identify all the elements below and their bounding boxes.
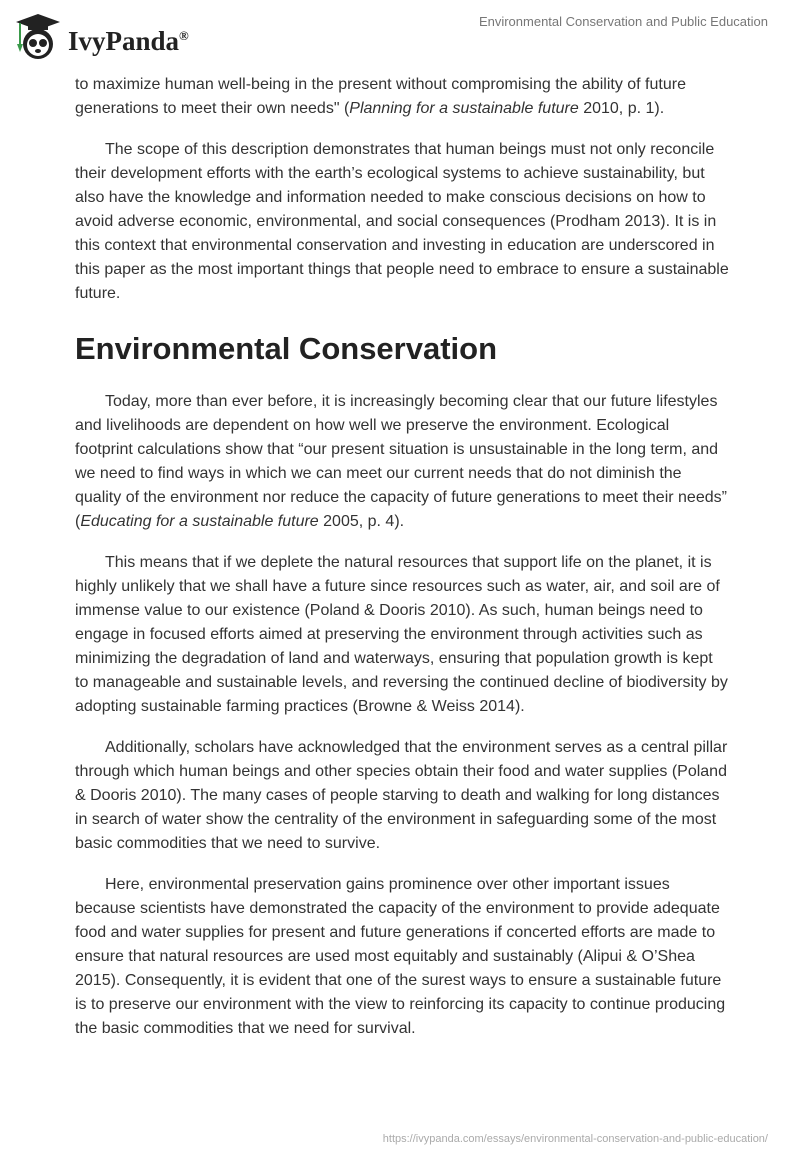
paragraph: Here, environmental preservation gains prominence over other important issues because scientists have demonstrated the capacity of the environment to provide adequate food and water supplies for present and future generations if concerted efforts are made to ensure that natural resources are used most equitably and sustainably (Alipui & O’Shea 2015). Consequently, it is evident that one of the surest ways to ensure a sustainable future is to preserve our environment with the view to reinforcing its capacity to continue producing the basic commodities that we need for survival.	[75, 876, 726, 1037]
essay-body	[75, 73, 730, 1058]
paragraph: Today, more than ever before, it is increasingly becoming clear that our future lifestyles and livelihoods are dependent on how well we preserve the environment. Ecological footprint calculations show that “our present situation is unsustainable in the long term, and we need to find ways in which we can meet our current needs that do not diminish the quality of the environment nor reduce the capacity of future generations to meet their needs” (Educating for a sustainable future 2005, p. 4).	[75, 393, 727, 530]
document-title: Environmental Conservation and Public Education	[478, 14, 768, 29]
paragraph: This means that if we deplete the natural resources that support life on the planet, it is highly unlikely that we shall have a future since resources such as water, air, and soil are of immense value to our existence (Poland & Dooris 2010). As such, human beings need to engage in focused efforts aimed at preserving the environment through activities such as minimizing the degradation of land and waterways, ensuring that population growth is kept to manageable and sustainable levels, and reversing the continued decline of biodiversity by adopting sustainable farming practices (Browne & Weiss 2014).	[75, 554, 728, 715]
brand-name: IvyPanda®	[68, 25, 189, 56]
paragraph: Additionally, scholars have acknowledged that the environment serves as a central pillar through which human beings and other species obtain their food and water supplies (Poland & Dooris 2010). The many cases of people starving to death and walking for long distances in search of water show the centrality of the environment in safeguarding some of the most basic commodities that we need to survive.	[75, 739, 728, 852]
paragraph: The scope of this description demonstrates that human beings must not only reconcile their development efforts with the earth’s ecological systems to achieve sustainability, but also have the knowledge and information needed to make conscious decisions on how to avoid adverse economic, environmental, and social consequences (Prodham 2013). It is in this context that environmental conservation and investing in education are underscored in this paper as the most important things that people need to embrace to ensure a sustainable future.	[75, 141, 729, 302]
brand-logo[interactable]	[14, 12, 189, 62]
paragraph: to maximize human well-being in the present without compromising the ability of future generations to meet their own needs" (Planning for a sustainable future 2010, p. 1).	[75, 76, 686, 117]
source-url[interactable]: https://ivypanda.com/essays/environmental-conservation-and-public-education/	[382, 1133, 768, 1145]
section-heading: Environmental Conservation	[75, 331, 498, 366]
panda-logo-icon	[14, 12, 62, 62]
